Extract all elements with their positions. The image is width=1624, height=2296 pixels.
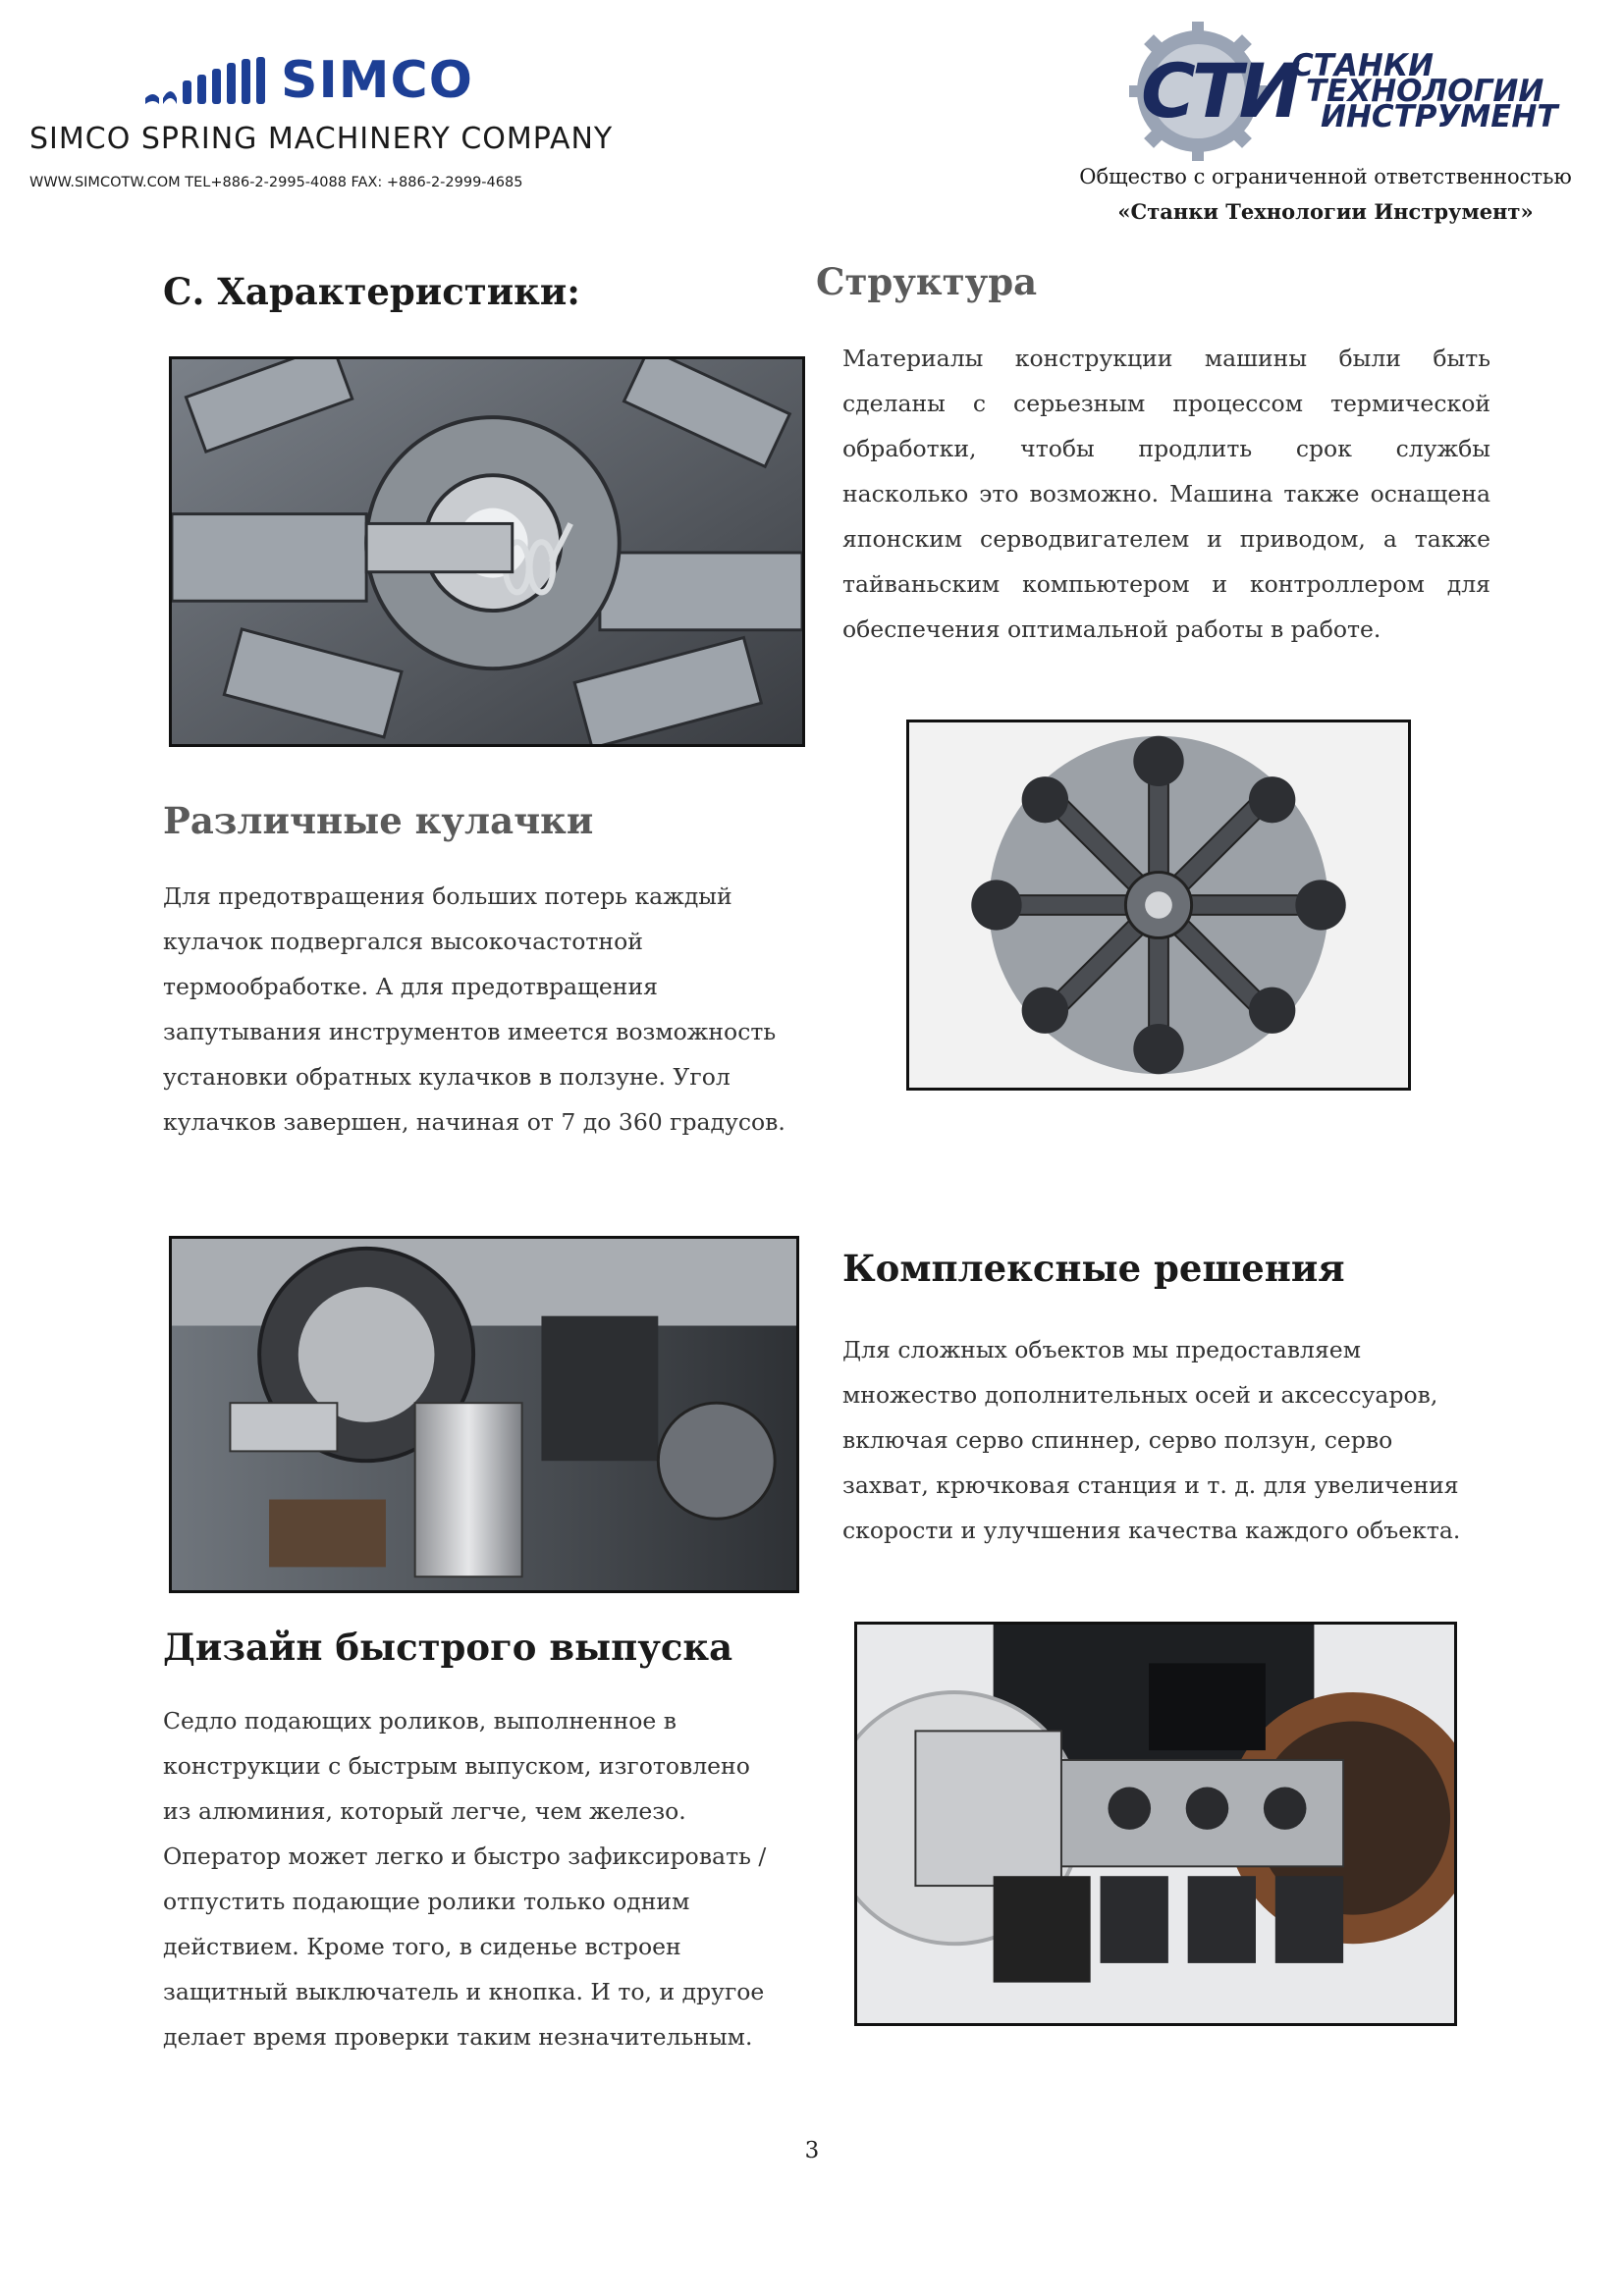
text-line: термообработке. А для предотвращения [163,973,658,1000]
text-line: обеспечения оптимальной работы в работе. [842,615,1381,643]
text-line: обработки, чтобы продлить срок службы [842,435,1490,462]
structure-text [842,336,1490,652]
quick-release-text [163,1698,831,2059]
simco-logo-word: SIMCO [281,51,473,110]
structure-heading: Структура [816,260,1038,303]
feed-roller-seat-photo [854,1622,1457,2026]
servo-spinner-photo [169,1236,799,1593]
sti-line-3: ИНСТРУМЕНТ [1321,99,1558,134]
cams-heading: Различные кулачки [163,799,594,842]
simco-wave-icon [143,55,281,110]
text-line: множество дополнительных осей и аксессуаров, [842,1381,1438,1409]
text-line: защитный выключатель и кнопка. И то, и другое [163,1978,765,2005]
text-line: японским серводвигателем и приводом, а также [842,525,1490,553]
text-line: включая серво спиннер, серво ползун, серво [842,1426,1393,1454]
cam-star-photo [906,720,1411,1091]
text-line: запутывания инструментов имеется возможность [163,1018,777,1045]
text-line: насколько это возможно. Машина также оснащена [842,480,1490,507]
text-line: Для сложных объектов мы предоставляем [842,1336,1361,1363]
quick-release-heading: Дизайн быстрого выпуска [163,1626,733,1669]
sti-line-2: ТЕХНОЛОГИИ [1306,74,1544,109]
text-line: захват, крючковая станция и т. д. для увеличения [842,1471,1459,1499]
text-line: кулачков завершен, начиная от 7 до 360 градусов. [163,1108,785,1136]
text-line: делает время проверки таким незначительным. [163,2023,753,2051]
page-number: 3 [804,2138,820,2163]
characteristics-heading: С. Характеристики: [163,270,580,313]
text-line: Седло подающих роликов, выполненное в [163,1707,677,1735]
text-line: тайваньским компьютером и контроллером для [842,570,1490,598]
sti-logo [1119,18,1591,165]
text-line: действием. Кроме того, в сиденье встроен [163,1933,681,1960]
complex-solutions-text [842,1327,1530,1553]
text-line: сделаны с серьезным процессом термической [842,390,1490,417]
text-line: кулачок подвергался высокочастотной [163,928,643,955]
text-line: из алюминия, который легче, чем железо. [163,1797,686,1825]
text-line: Оператор может легко и быстро зафиксировать / [163,1842,767,1870]
spring-former-closeup-photo [169,356,805,747]
complex-solutions-heading: Комплексные решения [842,1247,1345,1290]
text-line: скорости и улучшения качества каждого объекта. [842,1517,1461,1544]
text-line: конструкции с быстрым выпуском, изготовлено [163,1752,750,1780]
sti-line-1: СТАНКИ [1291,48,1435,83]
text-line: Материалы конструкции машины были быть [842,345,1490,372]
text-line: установки обратных кулачков в ползуне. Угол [163,1063,731,1091]
text-line: отпустить подающие ролики только одним [163,1888,690,1915]
text-line: Для предотвращения больших потерь каждый [163,882,732,910]
cams-text [163,874,831,1145]
sti-org-name: «Станки Технологии Инструмент» [1117,199,1534,224]
company-contacts: WWW.SIMCOTW.COM TEL+886-2-2995-4088 FAX: +886-2-2999-4685 [29,175,523,190]
company-name: SIMCO SPRING MACHINERY COMPANY [29,122,614,156]
sti-abbreviation: СТИ [1141,47,1298,134]
sti-org-type: Общество с ограниченной ответственностью [1079,165,1572,188]
